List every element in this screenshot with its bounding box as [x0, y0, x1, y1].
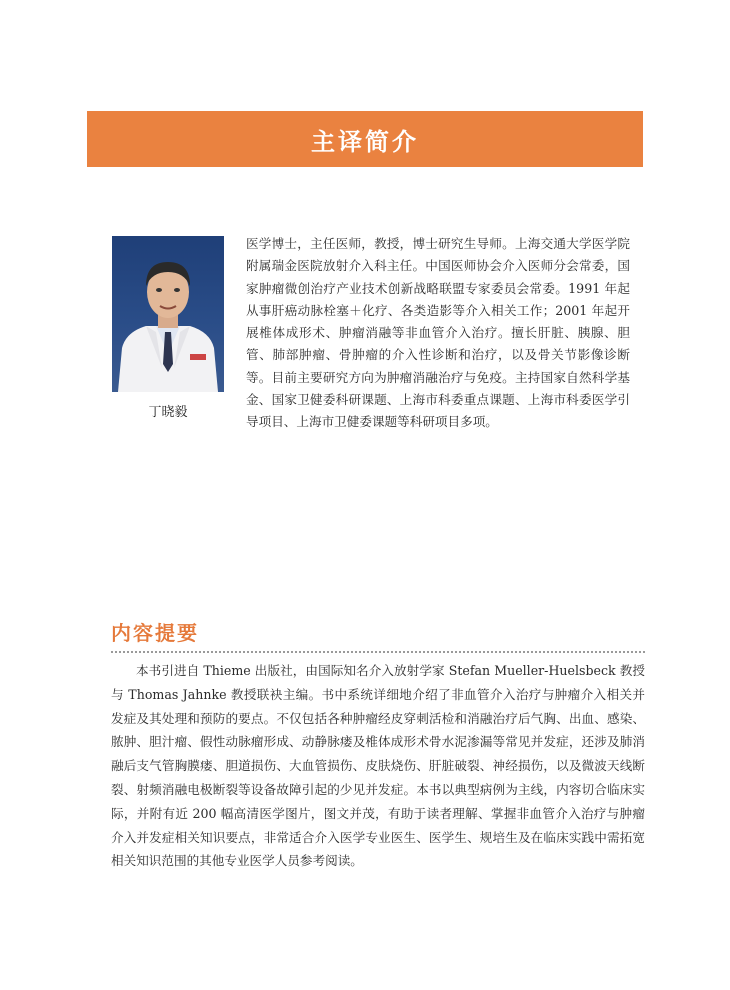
dotted-divider — [111, 651, 645, 653]
section-title: 内容提要 — [111, 621, 199, 645]
section-banner — [87, 111, 643, 167]
translator-photo — [112, 236, 224, 392]
banner-title: 主译简介 — [311, 126, 419, 156]
translator-bio: 医学博士，主任医师，教授，博士研究生导师。上海交通大学医学院附属瑞金医院放射介入科主任。中国医师协会介入医师分会常委，国家肿瘤微创治疗产业技术创新战略联盟专家委员会常委。1991 年起从事肝癌动脉栓塞＋化疗、各类造影等介入相关工作；2001 年起开展椎体成形术、肿瘤消融等非血管介入治疗。擅长肝脏、胰腺、胆管、肺部肿瘤、骨肿瘤的介入性诊断和治疗，以及骨关节影像诊断等。目前主要研究方向为肿瘤消融治疗与免疫。主持国家自然科学基金、国家卫健委科研课题、上海市科委重点课题、上海市科委医学引导项目、上海市卫健委课题等科研项目多项。 — [246, 236, 630, 430]
summary-paragraph: 本书引进自 Thieme 出版社，由国际知名介入放射学家 Stefan Mueller-Huelsbeck 教授与 Thomas Jahnke 教授联袂主编。书中系统详细地介绍了非血管介入治疗与肿瘤介入相关并发症及其处理和预防的要点。不仅包括各种肿瘤经皮穿刺活检和消融治疗后气胸、出血、感染、脓肿、胆汁瘤、假性动脉瘤形成、动静脉瘘及椎体成形术骨水泥渗漏等常见并发症，还涉及肺消融后支气管胸膜瘘、胆道损伤、大血管损伤、皮肤烧伤、肝脏破裂、神经损伤，以及微波天线断裂、射频消融电极断裂等设备故障引起的少见并发症。本书以典型病例为主线，内容切合临床实际，并附有近 200 幅高清医学图片，图文并茂，有助于读者理解、掌握非血管介入治疗与肿瘤介入并发症相关知识要点，非常适合介入医学专业医生、医学生、规培生及在临床实践中需拓宽相关知识范围的其他专业医学人员参考阅读。 — [111, 663, 645, 869]
translator-name: 丁晓毅 — [148, 405, 188, 420]
